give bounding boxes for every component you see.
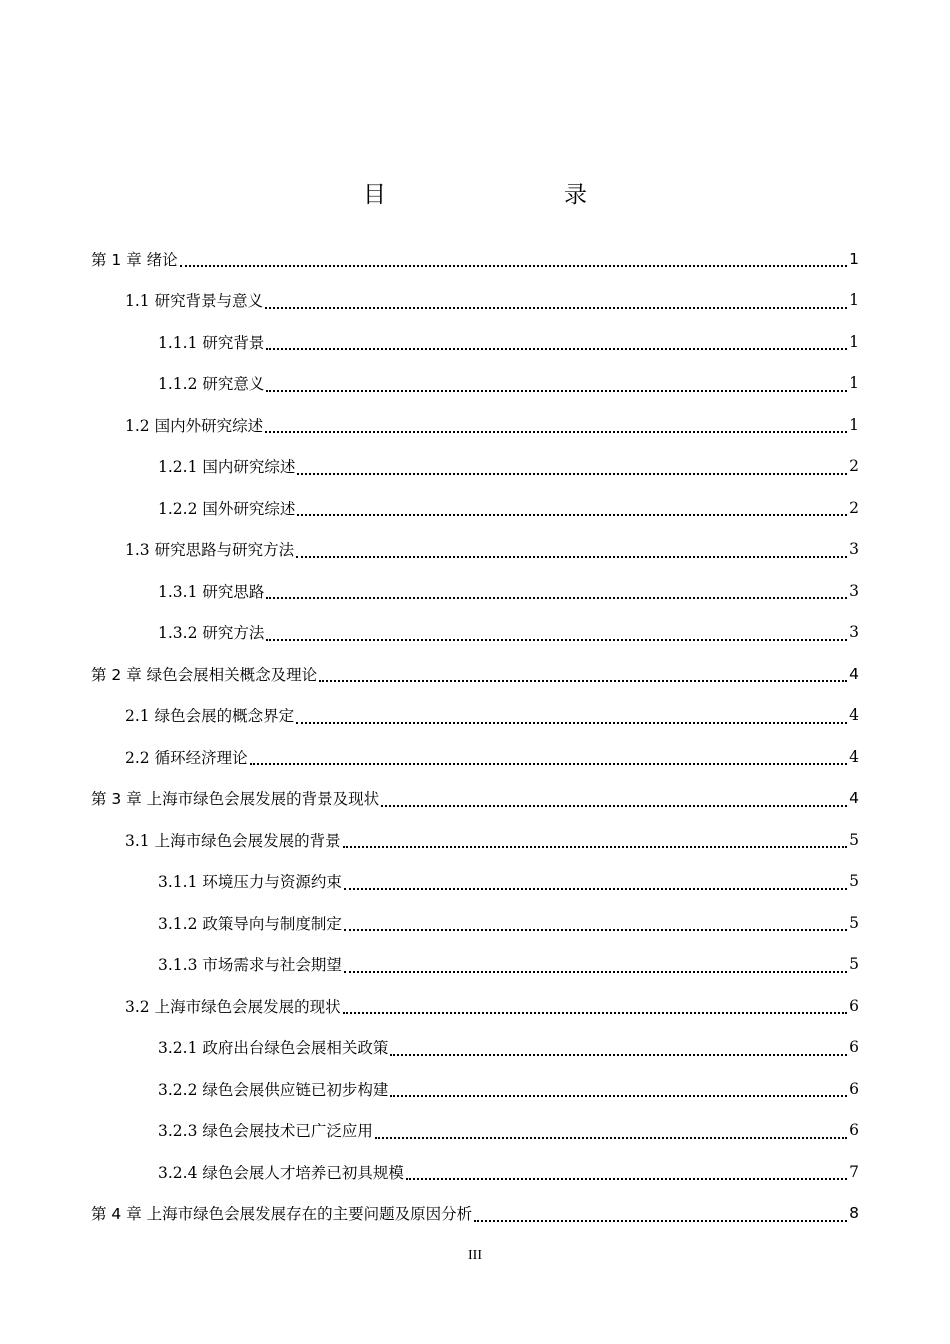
page-title: 目 录	[363, 182, 631, 208]
toc-dot-leader	[390, 1068, 847, 1110]
toc-entry-page-number: 4	[849, 789, 859, 808]
toc-section-entry[interactable]	[158, 363, 859, 405]
toc-entry-page-number: 1	[849, 249, 859, 268]
toc-section-entry[interactable]	[158, 570, 859, 612]
toc-entry-page-number: 5	[849, 872, 859, 891]
toc-entry-title: 2.2 循环经济理论	[125, 748, 248, 767]
toc-entry-title: 1.2 国内外研究综述	[125, 416, 264, 435]
toc-entry-page-number: 1	[849, 332, 859, 351]
toc-dot-leader	[250, 736, 848, 778]
toc-entry-title: 第 2 章 绿色会展相关概念及理论	[91, 665, 318, 684]
toc-entry-title: 3.2.4 绿色会展人才培养已初具规模	[158, 1163, 404, 1182]
toc-section-entry[interactable]	[158, 944, 859, 986]
toc-entry-page-number: 1	[849, 291, 859, 310]
toc-dot-leader	[266, 321, 847, 363]
toc-dot-leader	[344, 861, 847, 903]
toc-section-entry[interactable]	[158, 1068, 859, 1110]
toc-entry-page-number: 3	[849, 623, 859, 642]
toc-entry-title: 1.1 研究背景与意义	[125, 292, 264, 311]
toc-entry-title: 第 4 章 上海市绿色会展发展存在的主要问题及原因分析	[91, 1205, 473, 1224]
toc-entry-title: 第 1 章 绪论	[91, 250, 178, 269]
toc-entry-title: 第 3 章 上海市绿色会展发展的背景及现状	[91, 790, 380, 809]
toc-entry-page-number: 5	[849, 913, 859, 932]
toc-entry-page-number: 6	[849, 1038, 859, 1057]
toc-dot-leader	[266, 363, 847, 405]
toc-dot-leader	[265, 404, 847, 446]
toc-dot-leader	[381, 778, 847, 820]
toc-section-entry[interactable]	[158, 1151, 859, 1193]
toc-section-entry[interactable]	[125, 985, 859, 1027]
toc-dot-leader	[343, 985, 848, 1027]
toc-entry-page-number: 8	[849, 1204, 859, 1223]
toc-section-entry[interactable]	[125, 280, 859, 322]
toc-entry-page-number: 2	[849, 498, 859, 517]
toc-dot-leader	[406, 1151, 847, 1193]
toc-entry-title: 3.1.3 市场需求与社会期望	[158, 956, 342, 975]
toc-entry-page-number: 6	[849, 996, 859, 1015]
toc-chapter-entry[interactable]	[91, 238, 859, 280]
toc-chapter-entry[interactable]	[91, 1193, 859, 1235]
toc-entry-page-number: 2	[849, 457, 859, 476]
toc-entry-title: 3.2.1 政府出台绿色会展相关政策	[158, 1039, 389, 1058]
toc-section-entry[interactable]	[125, 404, 859, 446]
toc-entry-page-number: 4	[849, 706, 859, 725]
toc-entry-page-number: 4	[849, 664, 859, 683]
toc-entry-title: 3.1.1 环境压力与资源约束	[158, 873, 342, 892]
toc-dot-leader	[390, 1027, 847, 1069]
toc-dot-leader	[266, 612, 847, 654]
toc-entry-page-number: 6	[849, 1079, 859, 1098]
toc-entry-page-number: 1	[849, 374, 859, 393]
toc-entry-title: 1.2.2 国外研究综述	[158, 499, 296, 518]
toc-entry-title: 1.3.2 研究方法	[158, 624, 265, 643]
footer-page-number: III	[468, 1248, 482, 1263]
toc-dot-leader	[297, 446, 847, 488]
toc-entry-title: 1.1.1 研究背景	[158, 333, 265, 352]
toc-section-entry[interactable]	[125, 736, 859, 778]
toc-section-entry[interactable]	[125, 819, 859, 861]
toc-section-entry[interactable]	[158, 446, 859, 488]
toc-entry-page-number: 5	[849, 955, 859, 974]
toc-section-entry[interactable]	[125, 529, 859, 571]
toc-dot-leader	[297, 487, 847, 529]
toc-dot-leader	[375, 1110, 847, 1152]
toc-section-entry[interactable]	[158, 861, 859, 903]
toc-section-entry[interactable]	[158, 321, 859, 363]
toc-dot-leader	[266, 570, 847, 612]
toc-dot-leader	[344, 944, 847, 986]
toc-dot-leader	[319, 653, 847, 695]
toc-entry-title: 3.1.2 政策导向与制度制定	[158, 914, 342, 933]
toc-dot-leader	[344, 902, 847, 944]
toc-entry-page-number: 1	[849, 415, 859, 434]
toc-section-entry[interactable]	[158, 487, 859, 529]
toc-section-entry[interactable]	[125, 695, 859, 737]
toc-entry-title: 1.2.1 国内研究综述	[158, 458, 296, 477]
toc-dot-leader	[265, 280, 847, 322]
toc-entry-title: 1.1.2 研究意义	[158, 375, 265, 394]
toc-section-entry[interactable]	[158, 902, 859, 944]
toc-entry-page-number: 3	[849, 540, 859, 559]
toc-entry-page-number: 6	[849, 1121, 859, 1140]
toc-dot-leader	[296, 529, 847, 571]
toc-chapter-entry[interactable]	[91, 778, 859, 820]
toc-entry-page-number: 3	[849, 581, 859, 600]
toc-section-entry[interactable]	[158, 612, 859, 654]
toc-entry-title: 2.1 绿色会展的概念界定	[125, 707, 295, 726]
toc-dot-leader	[474, 1193, 847, 1235]
toc-dot-leader	[296, 695, 847, 737]
toc-dot-leader	[180, 238, 847, 280]
toc-entry-title: 3.2 上海市绿色会展发展的现状	[125, 997, 341, 1016]
toc-entry-page-number: 4	[849, 747, 859, 766]
toc-entry-title: 3.2.3 绿色会展技术已广泛应用	[158, 1122, 373, 1141]
toc-section-entry[interactable]	[158, 1027, 859, 1069]
toc-entry-title: 1.3.1 研究思路	[158, 582, 265, 601]
toc-entry-title: 3.1 上海市绿色会展发展的背景	[125, 831, 341, 850]
toc-section-entry[interactable]	[158, 1110, 859, 1152]
toc-entry-title: 3.2.2 绿色会展供应链已初步构建	[158, 1080, 389, 1099]
toc-entry-title: 1.3 研究思路与研究方法	[125, 541, 295, 560]
toc-chapter-entry[interactable]	[91, 653, 859, 695]
toc-entry-page-number: 5	[849, 830, 859, 849]
toc-dot-leader	[343, 819, 848, 861]
toc-entry-page-number: 7	[849, 1162, 859, 1181]
